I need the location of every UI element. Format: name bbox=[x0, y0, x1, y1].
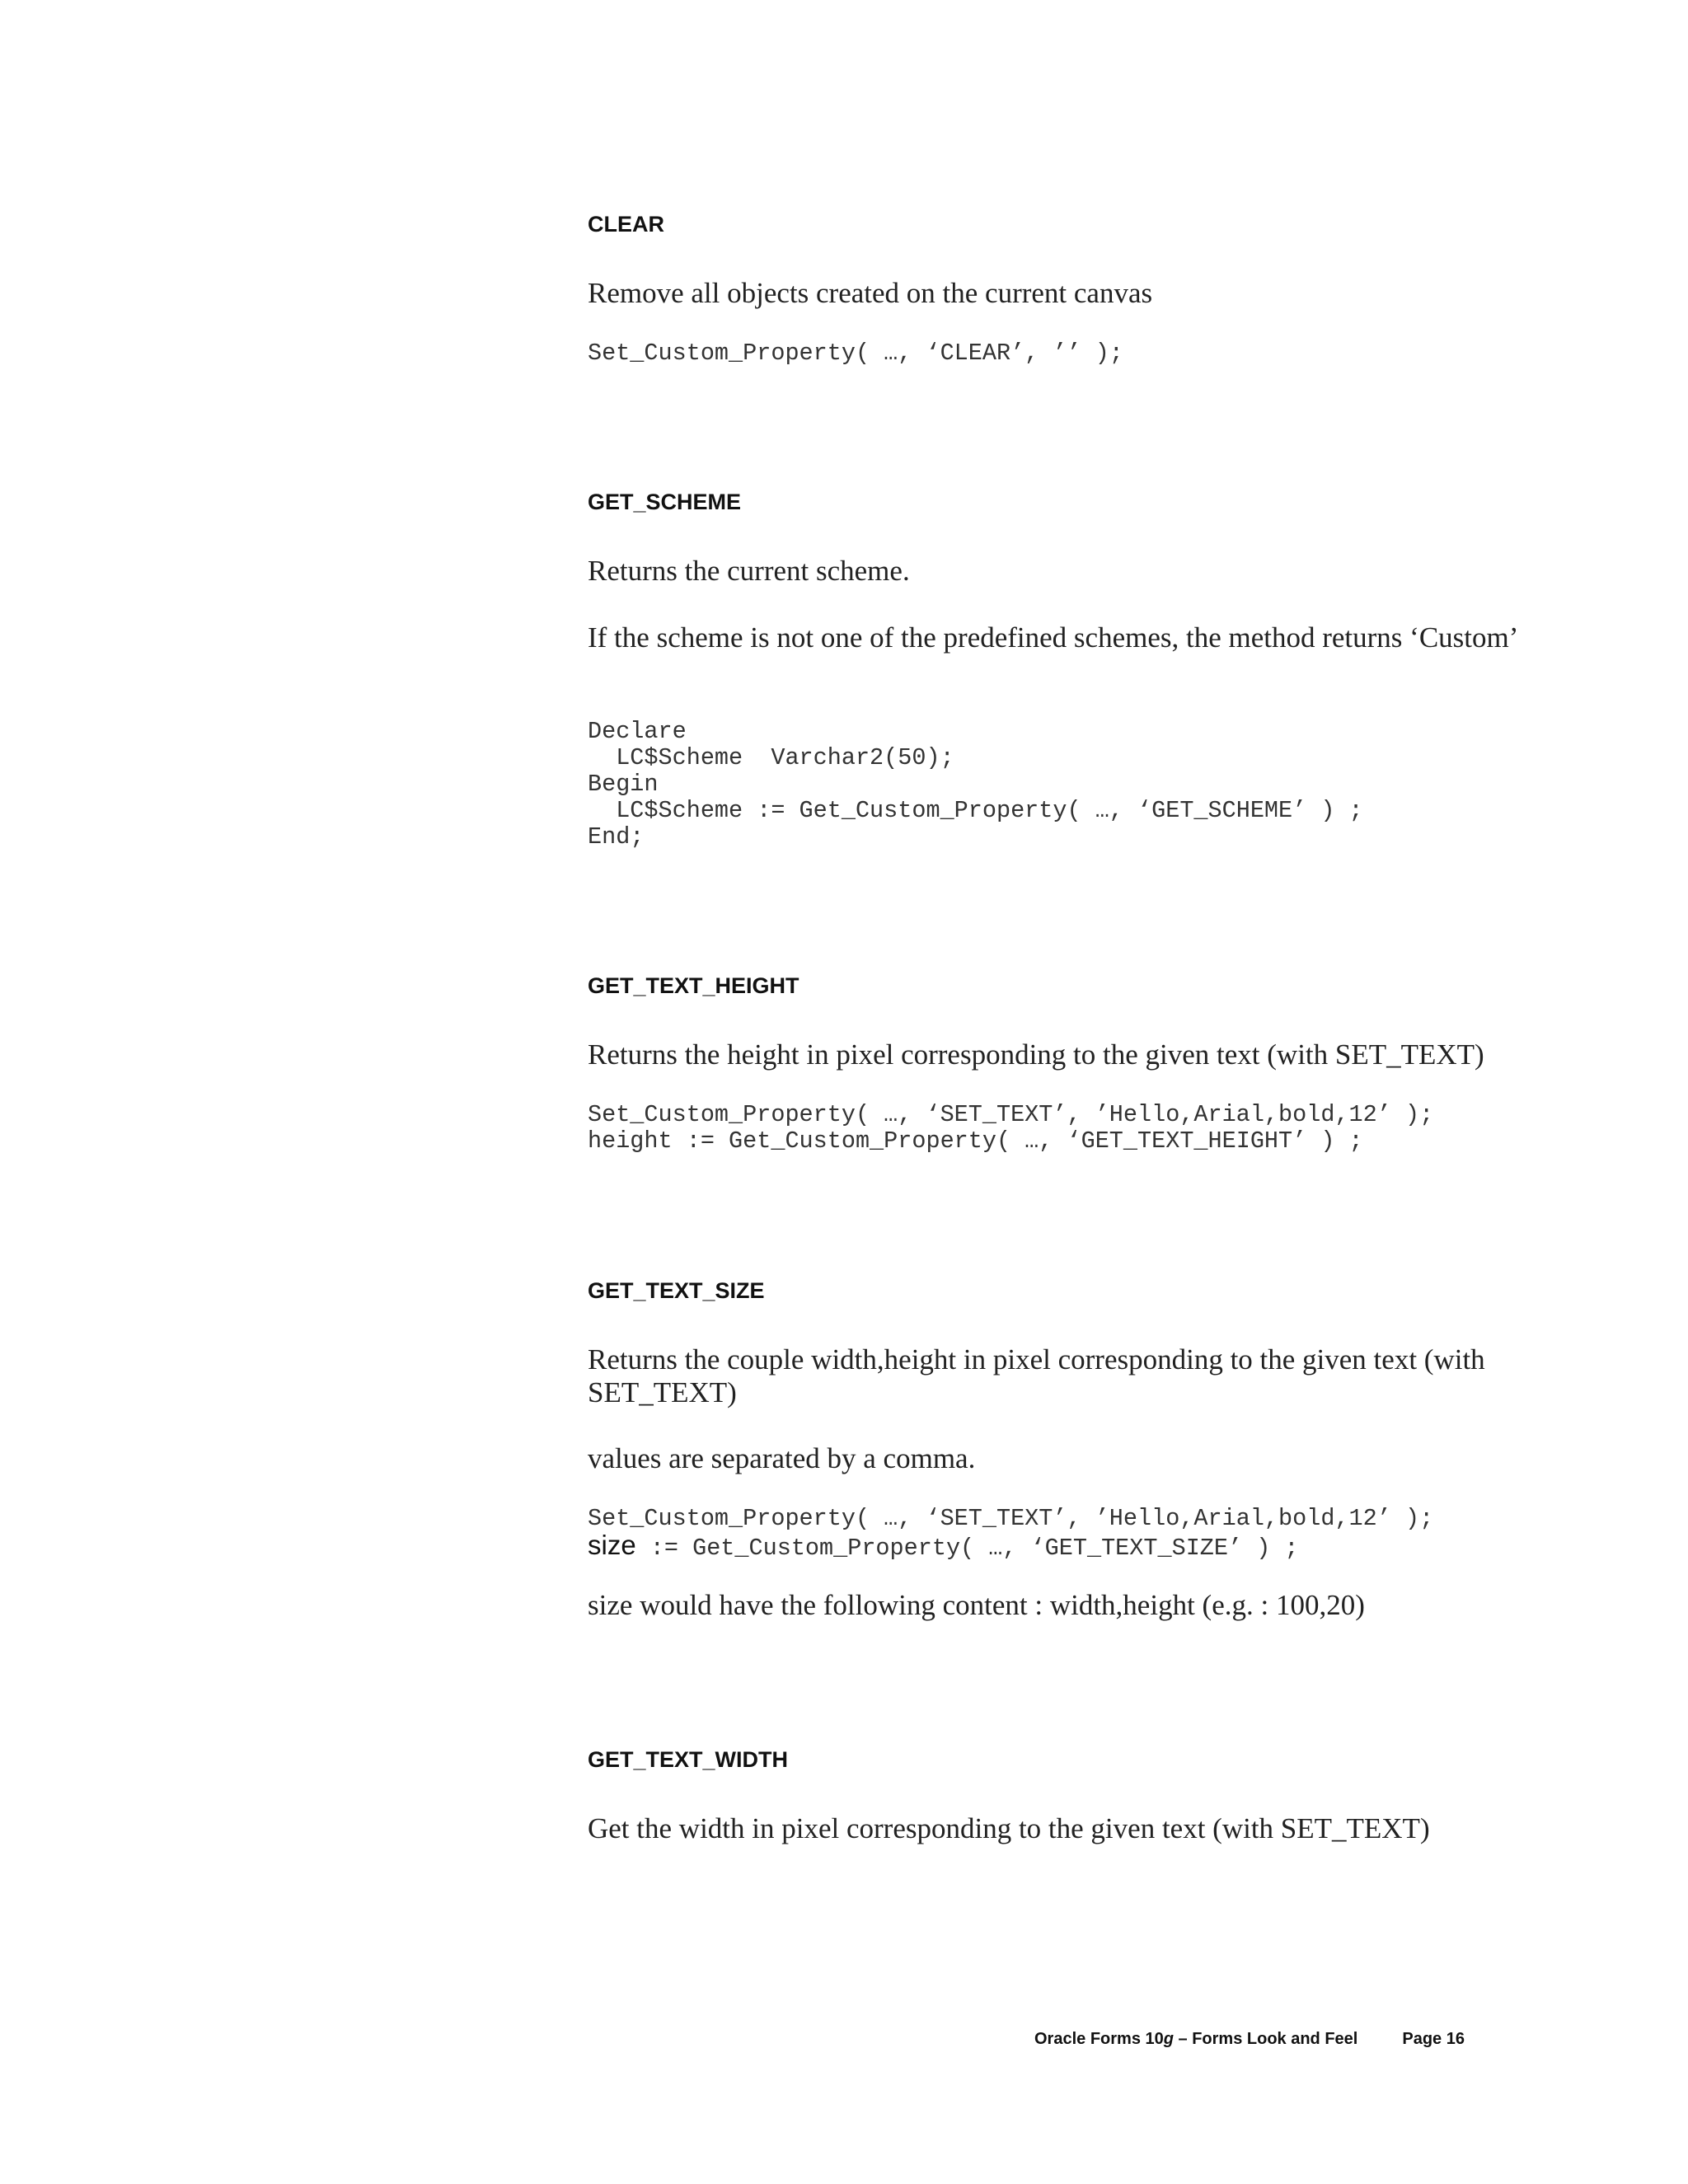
get-text-height-code: Set_Custom_Property( …, ‘SET_TEXT’, ’Hello,Arial,bold,12’ ); height := Get_Custom_Property( …, ‘GET_TEXT_HEIGHT’ ) ; bbox=[588, 1101, 1434, 1155]
get-text-size-code bbox=[588, 1506, 1433, 1562]
heading-clear: CLEAR bbox=[588, 212, 664, 237]
heading-get-text-height: GET_TEXT_HEIGHT bbox=[588, 973, 799, 998]
heading-get-scheme: GET_SCHEME bbox=[588, 490, 742, 514]
get-scheme-description: Returns the current scheme. bbox=[588, 555, 910, 587]
get-text-size-code-lead: size bbox=[588, 1530, 636, 1560]
page-number: Page 16 bbox=[1402, 2030, 1465, 2048]
get-text-size-description: Returns the couple width,height in pixel corresponding to the given text (with SET_TEXT) bbox=[588, 1343, 1485, 1408]
get-scheme-note: If the scheme is not one of the predefined schemes, the method returns ‘Custom’ bbox=[588, 621, 1519, 654]
clear-code: Set_Custom_Property( …, ‘CLEAR’, ’’ ); bbox=[588, 340, 1123, 367]
get-text-width-description: Get the width in pixel corresponding to the given text (with SET_TEXT) bbox=[588, 1812, 1430, 1844]
page-footer bbox=[1034, 2030, 1465, 2049]
footer-title: Oracle Forms 10g – Forms Look and Feel bbox=[1034, 2030, 1358, 2048]
clear-description: Remove all objects created on the current canvas bbox=[588, 277, 1153, 309]
get-text-height-description: Returns the height in pixel corresponding to the given text (with SET_TEXT) bbox=[588, 1038, 1484, 1071]
get-scheme-code: Declare LC$Scheme Varchar2(50); Begin LC$Scheme := Get_Custom_Property( …, ‘GET_SCHEME’ ) ; End; bbox=[588, 718, 1363, 851]
get-text-size-result: size would have the following content : width,height (e.g. : 100,20) bbox=[588, 1589, 1365, 1621]
heading-get-text-size: GET_TEXT_SIZE bbox=[588, 1278, 765, 1303]
get-text-size-code-line-1: Set_Custom_Property( …, ‘SET_TEXT’, ’Hello,Arial,bold,12’ ); bbox=[588, 1505, 1434, 1532]
get-text-size-code-line-2: := Get_Custom_Property( …, ‘GET_TEXT_SIZE’ ) ; bbox=[635, 1535, 1299, 1562]
heading-get-text-width: GET_TEXT_WIDTH bbox=[588, 1747, 789, 1772]
get-text-size-note: values are separated by a comma. bbox=[588, 1442, 976, 1474]
